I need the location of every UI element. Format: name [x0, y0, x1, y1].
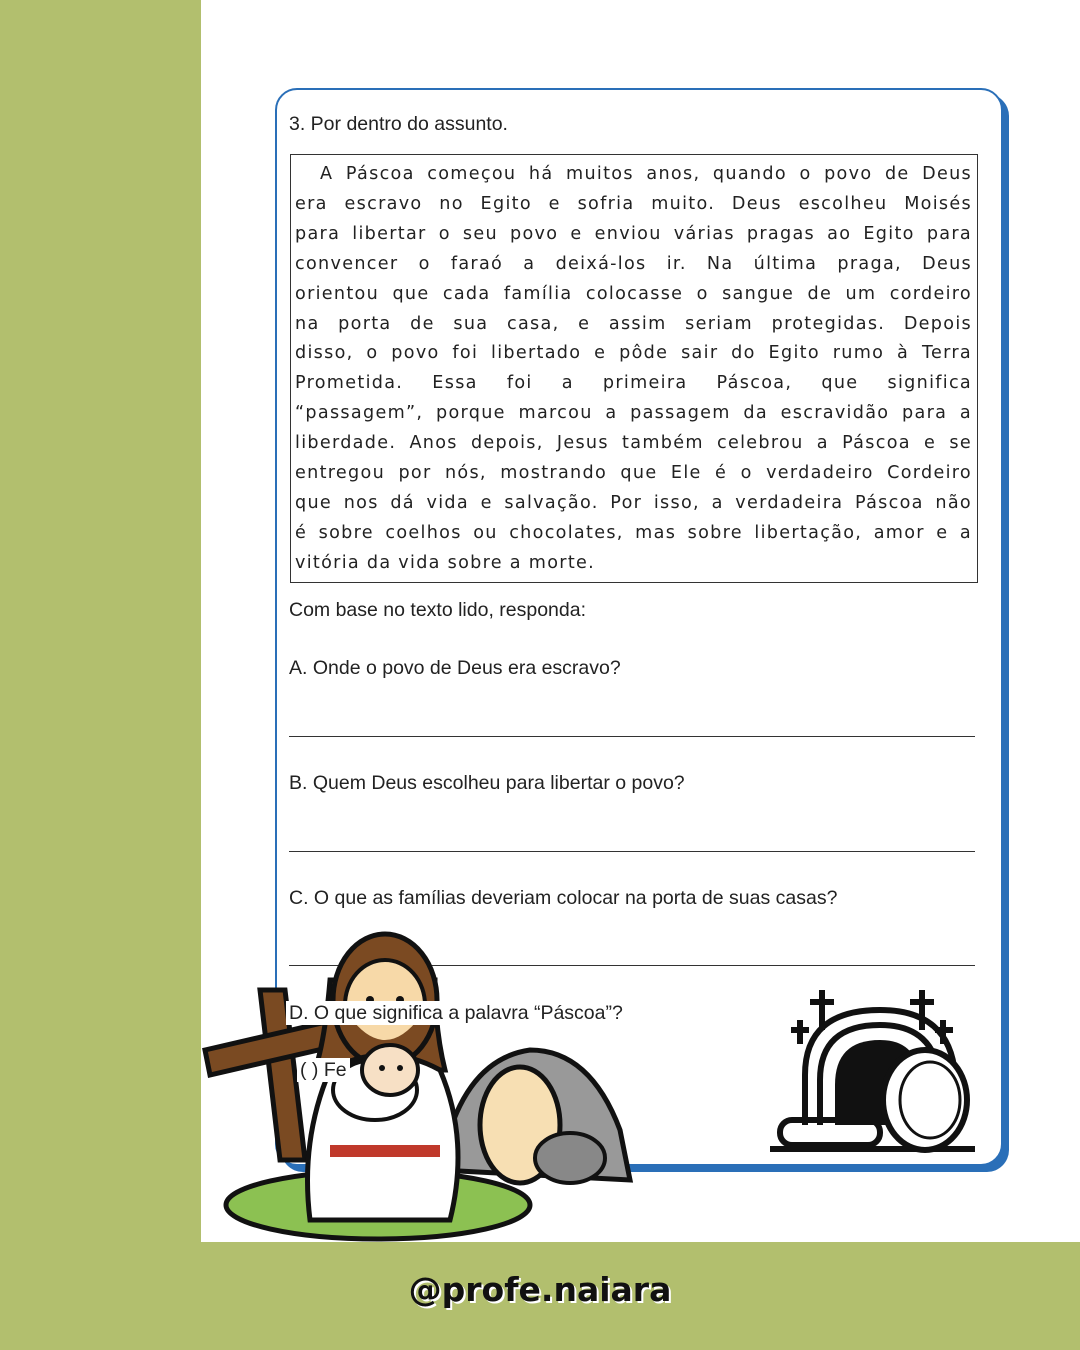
jesus-with-lamb-illustration: [200, 930, 640, 1245]
passage-line: “passagem”, porque marcou a passagem da escravidão para a: [295, 403, 972, 424]
passage-line: era escravo no Egito e sofria muito. Deus escolheu Moisés: [295, 193, 972, 214]
passage-line: convencer o faraó a deixá-los ir. Na última praga, Deus: [295, 253, 972, 274]
option-d1[interactable]: ( ) Fe: [297, 1058, 350, 1082]
answer-line-b[interactable]: [289, 851, 975, 852]
passage-line: na porta de sua casa, e assim seriam protegidas. Depois: [295, 313, 972, 334]
author-handle[interactable]: @profe.naiara: [408, 1270, 672, 1309]
empty-tomb-icon: [765, 985, 980, 1155]
answer-line-a[interactable]: [289, 736, 975, 737]
passage-line: que nos dá vida e salvação. Por isso, a verdadeira Páscoa não: [295, 492, 972, 513]
passage-line: disso, o povo foi libertado e pôde sair do Egito rumo à Terra: [295, 343, 972, 364]
passage-line: vitória da vida sobre a morte.: [295, 552, 596, 573]
question-b: B. Quem Deus escolheu para libertar o povo?: [289, 772, 685, 794]
passage-line: é sobre coelhos ou chocolates, mas sobre libertação, amor e a: [295, 522, 972, 543]
question-d: D. O que significa a palavra “Páscoa”?: [286, 1001, 626, 1025]
passage-line: A Páscoa começou há muitos anos, quando o povo de Deus: [320, 164, 972, 184]
section-title: 3. Por dentro do assunto.: [289, 113, 508, 135]
passage-line: orientou que cada família colocasse o sangue de um cordeiro: [295, 283, 972, 304]
passage-line: liberdade. Anos depois, Jesus também celebrou a Páscoa e se: [295, 433, 972, 454]
passage-line: Prometida. Essa foi a primeira Páscoa, que significa: [295, 373, 972, 394]
passage-line: entregou por nós, mostrando que Ele é o verdadeiro Cordeiro: [295, 463, 972, 483]
passage-line: para libertar o seu povo e enviou várias pragas ao Egito para: [295, 223, 972, 244]
passage-box: [290, 154, 978, 583]
instruction: Com base no texto lido, responda:: [289, 599, 587, 621]
question-c: C. O que as famílias deveriam colocar na porta de suas casas?: [289, 887, 838, 909]
question-a: A. Onde o povo de Deus era escravo?: [289, 657, 621, 679]
